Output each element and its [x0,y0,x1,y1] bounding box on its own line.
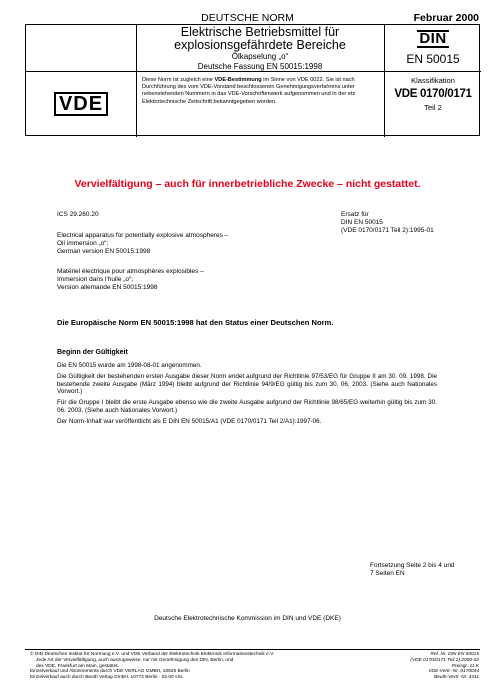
footer-line: (VDE 0170/0171 Teil 2):2000-02 [410,657,479,663]
validity-paragraph: Die EN 50015 wurde am 1998-08-01 angenommen. [57,362,202,369]
validity-paragraph: Die Gültigkeit der bestehenden ersten Ausgabe dieser Norm endet aufgrund der Richtlinie 97/53/EG für Gruppe II am 30. 09. 1998. Die bestehende zweite Ausgabe (März 1994) bleibt aufgrund der Richtlinie 94/9/EG gültig bis zum 30. 06. 2003. (Siehe auch Nationales Vorwort.) [57,372,437,396]
issue-date: Februar 2000 [413,12,479,24]
document-type-label: DEUTSCHE NORM [201,12,294,24]
french-title-line: Matériel électrique pour atmosphères explosibles – [57,268,204,275]
english-title-line: Oil immersion „o“; [57,240,109,247]
validity-paragraph: Der Norm-Inhalt war veröffentlicht als E DIN EN 50015/A1 (VDE 0170/0171 Teil 2/A1):1997-06. [57,417,322,425]
title-line: Elektrische Betriebsmittel für [180,25,340,39]
vde-notice [142,77,380,106]
footer-line: Preisgr. 11 K [451,663,479,669]
validity-section [57,362,437,429]
title-line: explosionsgefährdete Bereiche [174,37,346,52]
footer-line: Einzelverkauf auch durch Beuth Verlag GmbH, 10772 Berlin · 02.00 vSc [30,675,184,681]
replacement-line: (VDE 0170/0171 Teil 2):1995-01 [341,227,434,234]
subtitle-line: Deutsche Fassung EN 50015:1998 [197,62,323,71]
status-statement: Die Europäische Norm EN 50015:1998 hat den Status einer Deutschen Norm. [57,318,334,327]
footer-line: Beuth-Vertr.-Nr. 3311 [434,675,479,681]
vde-block [26,72,136,136]
footer-line: VDE-Vertr.-Nr. 0170044 [428,669,479,675]
subtitle-line: Ölkapselung „o“ [231,52,289,61]
reproduction-notice: Vervielfältigung – auch für innerbetriebliche Zwecke – nicht gestattet. [74,178,421,190]
continuation-line: Fortsetzung Seite 2 bis 4 und [370,562,455,569]
notice-text: im Sinne von VDE 0022. Sie ist nach Durchführung des vom VDE-Vorstand beschlossenen Genehmigungsverfahrens unter nebenstehenden Nummern in das VDE-Vorschriftenwerk aufgenommen und in der etz Elektrotechnische Zeitschrift bekanntgegeben worden. [142,77,356,105]
footer-line: Ref. Nr. DIN EN 50015 [430,652,479,657]
english-title-line: Electrical apparatus for potentially explosive atmospheres – [57,232,229,239]
din-logo: DIN [419,30,447,47]
replacement-line: Ersatz für [341,211,369,218]
ics-code: ICS 29.260.20 [57,211,99,218]
classification-part: Teil 2 [424,103,442,112]
classification-code: VDE 0170/0171 [394,88,472,100]
french-title-line: Immersion dans l'huile „o“; [57,276,134,283]
french-title [57,268,307,292]
continuation-line: 7 Seiten EN [370,570,405,577]
replacement-line: DIN EN 50015 [341,219,383,226]
footer-reference [379,652,479,681]
english-title [57,232,307,256]
vde-logo: VDE [54,92,108,116]
replacement-info [341,211,434,235]
french-title-line: Version allemande EN 50015:1998 [57,284,158,291]
continuation-note [370,562,455,578]
footer-line: © DIN Deutsches Institut für Normung e.V. und VDE Verband der Elektrotechnik Elektronik Informationstechnik e.V. [30,652,275,657]
committee-line: Deutsche Elektrotechnische Kommission im DIN und VDE (DKE) [154,615,341,622]
document-title [136,26,384,71]
validity-heading: Beginn der Gültigkeit [57,349,128,356]
classification-label: Klassifikation [411,76,455,85]
footer-line: Einzelverkauf und Abonnements durch VDE-VERLAG GMBH, 10625 Berlin [30,669,190,675]
footer-divider [25,649,480,650]
classification-block [385,72,481,112]
footer-copyright [30,652,380,681]
din-block [385,25,481,71]
notice-emphasis: VDE-Bestimmung [214,77,262,83]
english-title-line: German version EN 50015:1998 [57,248,151,255]
validity-paragraph: Für die Gruppe I bleibt die erste Ausgabe ebenso wie die zweite Ausgabe aufgrund der Richtlinie 98/65/EG weiterhin gültig bis zum 30. 06. 2003. (Siehe auch Nationales Vorwort.) [57,399,437,414]
title-block [25,24,480,136]
standard-number: EN 50015 [406,52,460,66]
notice-text: Diese Norm ist zugleich eine [142,77,215,83]
footer-line: des VDE, Frankfurt am Main, gestattet. [36,663,119,669]
footer-line: Jede Art der Vervielfältigung, auch auszugsweise, nur mit Genehmigung des DIN, Berlin, und [36,657,234,663]
